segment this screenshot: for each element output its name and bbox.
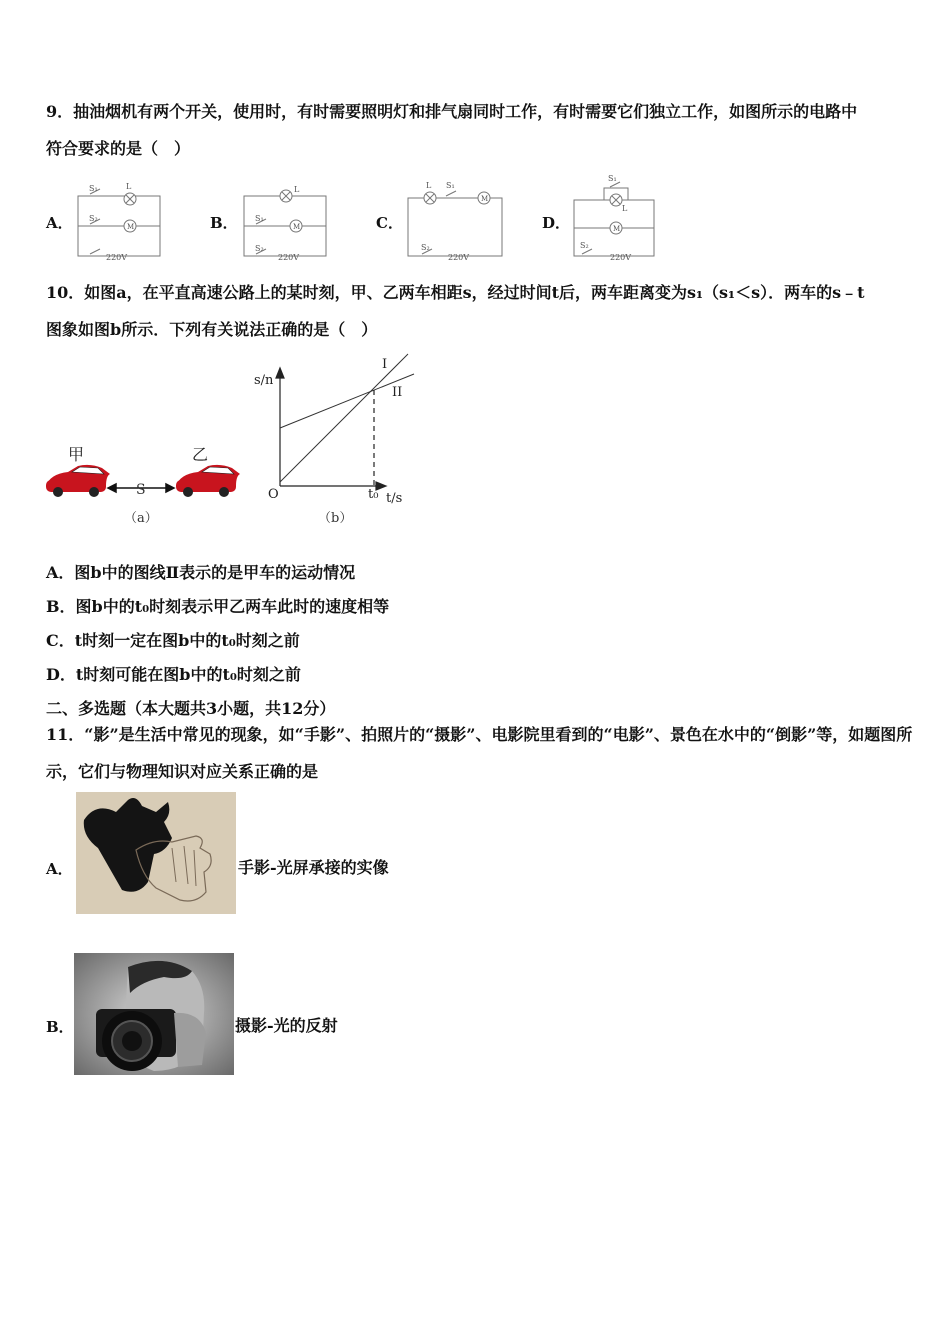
y-axis-arrow (276, 368, 284, 378)
figure-a-cars (40, 436, 250, 532)
label-lamp: L (294, 185, 300, 194)
label-voltage: 220V (278, 253, 300, 262)
line-ii-label: II (392, 385, 403, 400)
label-voltage: 220V (610, 253, 632, 262)
q9-option-c-label: C． (376, 214, 403, 232)
line-i-label: I (382, 357, 388, 372)
q9-option-a-label: A． (46, 214, 73, 232)
label-s1: S₁ (89, 184, 98, 193)
label-s1: S₁ (255, 214, 264, 223)
car2-label: 乙 (192, 445, 209, 464)
q10-option-d: D．t时刻可能在图b中的t₀时刻之前 (46, 665, 301, 684)
q10-option-c: C．t时刻一定在图b中的t₀时刻之前 (46, 631, 300, 650)
q9-option-d-label: D． (542, 214, 571, 232)
label-s2: S₂ (255, 244, 264, 253)
q11-stem-line1: 11．“影”是生活中常见的现象，如“手影”、拍照片的“摄影”、电影院里看到的“电影”、景色在水中的“倒影”等，如题图所 (46, 725, 913, 744)
label-s2: S₂ (580, 241, 589, 250)
figure-b-st-graph (248, 352, 424, 532)
label-voltage: 220V (448, 253, 470, 262)
q10-stem-line1: 10．如图a，在平直高速公路上的某时刻，甲、乙两车相距s，经过时间t后，两车距离变为s₁（s₁＜s）．两车的s﹣t (46, 283, 865, 302)
q11-option-b-label: B． (46, 1018, 74, 1036)
label-s1: S₁ (608, 174, 617, 183)
label-motor: M (127, 223, 135, 231)
figure-b-caption: （b） (318, 511, 353, 526)
x-axis-label: t/s (386, 491, 403, 506)
photographer-image (74, 953, 234, 1075)
distance-label: S (136, 482, 146, 498)
circuit-diagram-b (238, 180, 334, 264)
label-motor: M (293, 223, 301, 231)
origin-label: O (268, 487, 279, 502)
circuit-diagram-d (568, 170, 660, 264)
q11-option-a-text: 手影-光屏承接的实像 (238, 858, 389, 877)
graph-line-i (280, 354, 408, 482)
figure-a-caption: （a） (124, 511, 158, 526)
label-motor: M (481, 195, 489, 203)
circuit-diagram-a (72, 180, 168, 264)
q11-option-b-text: 摄影-光的反射 (235, 1016, 338, 1035)
section-heading: 二、多选题（本大题共3小题，共12分） (46, 699, 336, 718)
hand-shadow-image (76, 792, 236, 914)
graph-line-ii (280, 374, 414, 428)
car1-label: 甲 (68, 445, 85, 464)
q10-option-b: B．图b中的t₀时刻表示甲乙两车此时的速度相等 (46, 597, 390, 616)
label-s2: S₂ (421, 243, 430, 252)
q10-option-a: A．图b中的图线Ⅱ表示的是甲车的运动情况 (46, 563, 356, 582)
label-lamp: L (426, 181, 432, 190)
y-axis-label: s/n (254, 373, 274, 388)
label-s1: S₁ (446, 181, 455, 190)
car-icon-2 (176, 465, 240, 497)
label-voltage: 220V (106, 253, 128, 262)
label-s2: S₂ (89, 214, 98, 223)
label-lamp: L (622, 204, 628, 213)
circuit-diagram-c (402, 176, 508, 264)
q11-stem-line2: 示，它们与物理知识对应关系正确的是 (46, 762, 319, 781)
q9-stem-line2: 符合要求的是（ ） (46, 139, 191, 158)
car-icon-1 (46, 465, 110, 497)
t0-label: t₀ (368, 487, 379, 502)
q10-stem-line2: 图象如图b所示．下列有关说法正确的是（ ） (46, 320, 378, 339)
label-lamp: L (126, 182, 132, 191)
label-motor: M (613, 225, 621, 233)
q9-stem-line1: 9．抽油烟机有两个开关，使用时，有时需要照明灯和排气扇同时工作，有时需要它们独立工作，如图所示的电路中 (46, 102, 858, 121)
q9-option-b-label: B． (210, 214, 238, 232)
q11-option-a-label: A． (46, 860, 73, 878)
